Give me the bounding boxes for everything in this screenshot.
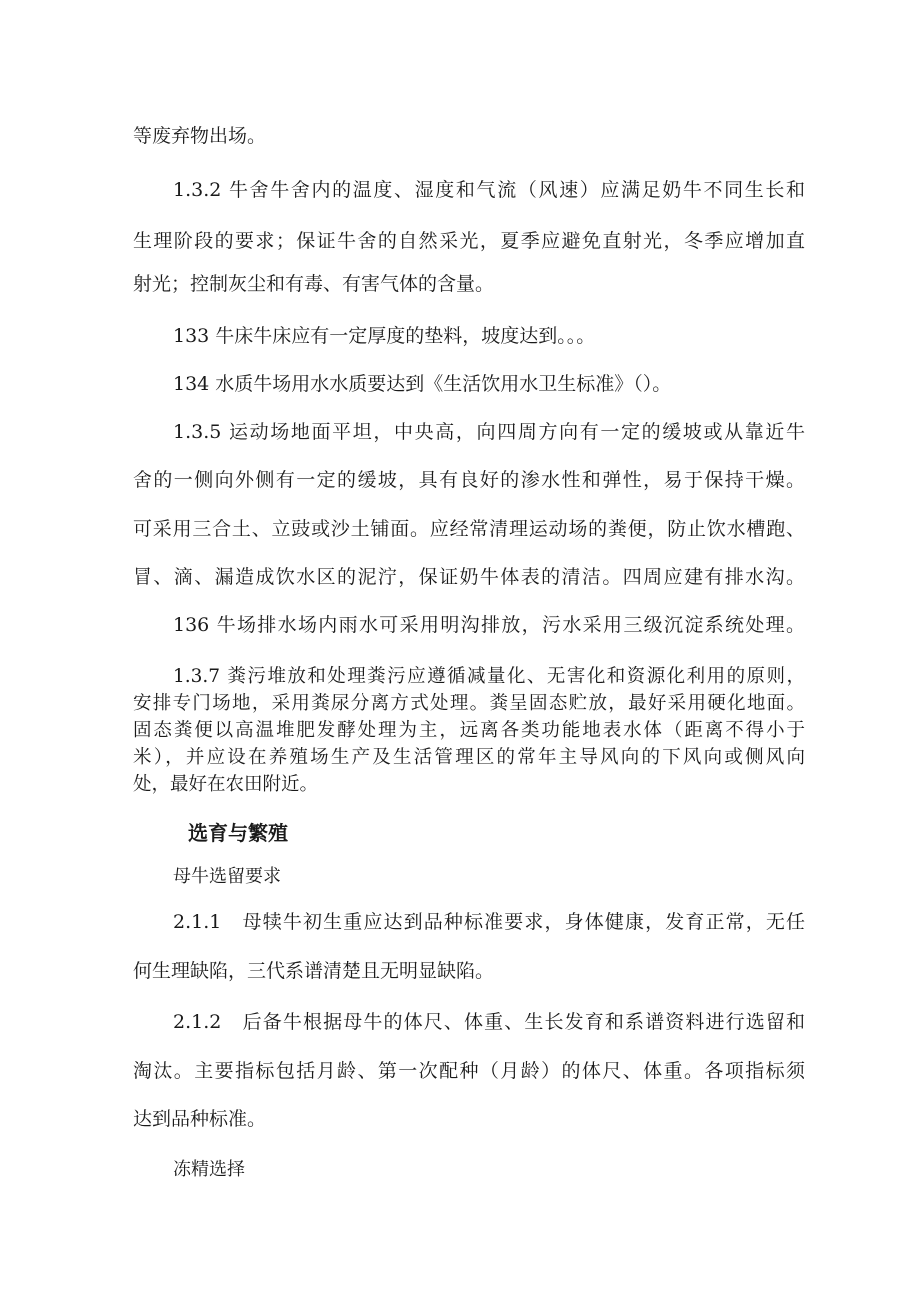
paragraph-1-3-7-line: 固态粪便以高温堆肥发酵处理为主，远离各类功能地表水体（距离不得小于	[133, 720, 805, 741]
paragraph-1-3-2-line: 生理阶段的要求；保证牛舍的自然采光，夏季应避免直射光，冬季应增加直	[133, 230, 805, 252]
subsection-heading: 冻精选择	[173, 1159, 245, 1180]
paragraph-134: 134 水质牛场用水水质要达到《生活饮用水卫生标准》（）。	[173, 373, 672, 395]
paragraph-2-1-2-line: 淘汰。主要指标包括月龄、第一次配种（月龄）的体尺、体重。各项指标须	[133, 1060, 805, 1082]
paragraph-133: 133 牛床牛床应有一定厚度的垫料，坡度达到。。。	[173, 325, 596, 347]
paragraph-136: 136 牛场排水场内雨水可采用明沟排放，污水采用三级沉淀系统处理。	[173, 614, 805, 636]
paragraph-2-1-2-line: 2.1.2 后备牛根据母牛的体尺、体重、生长发育和系谱资料进行选留和	[173, 1011, 805, 1033]
paragraph-2-1-1-line: 2.1.1 母犊牛初生重应达到品种标准要求，身体健康，发育正常，无任	[173, 911, 805, 933]
paragraph-1-3-5-line: 可采用三合土、立豉或沙土铺面。应经常清理运动场的粪便，防止饮水槽跑、	[133, 518, 805, 540]
paragraph-2-1-2-line: 达到品种标准。	[133, 1108, 267, 1130]
paragraph-1-3-5-line: 舍的一侧向外侧有一定的缓坡，具有良好的渗水性和弹性，易于保持干燥。	[133, 469, 805, 491]
subsection-heading: 母牛选留要求	[173, 866, 281, 887]
paragraph-1-3-7-line: 米），并应设在养殖场生产及生活管理区的常年主导风向的下风向或侧风向	[133, 747, 805, 768]
paragraph-1-3-7-line: 1.3.7 粪污堆放和处理粪污应遵循减量化、无害化和资源化利用的原则，	[173, 666, 805, 687]
paragraph-1-3-5-line: 1.3.5 运动场地面平坦，中央高，向四周方向有一定的缓坡或从靠近牛	[173, 421, 805, 443]
paragraph-1-3-7-line: 处，最好在农田附近。	[133, 774, 319, 795]
paragraph-line: 等废弃物出场。	[133, 125, 267, 147]
paragraph-2-1-1-line: 何生理缺陷，三代系谱清楚且无明显缺陷。	[133, 960, 495, 982]
section-heading: 选育与繁殖	[188, 821, 288, 845]
paragraph-1-3-7-line: 安排专门场地，采用粪尿分离方式处理。粪呈固态贮放，最好采用硬化地面。	[133, 693, 805, 714]
paragraph-1-3-2-line: 射光；控制灰尘和有毒、有害气体的含量。	[133, 273, 495, 295]
paragraph-1-3-5-line: 冒、滴、漏造成饮水区的泥泞，保证奶牛体表的清洁。四周应建有排水沟。	[133, 566, 805, 588]
paragraph-1-3-2-line: 1.3.2 牛舍牛舍内的温度、湿度和气流（风速）应满足奶牛不同生长和	[173, 179, 805, 201]
